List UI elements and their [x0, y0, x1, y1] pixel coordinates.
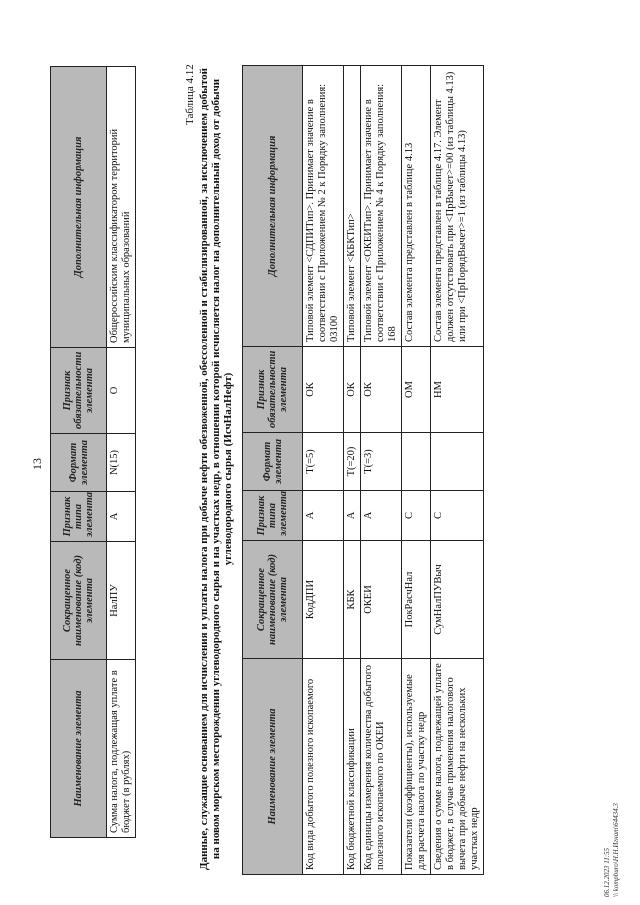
- table-4-12: [242, 65, 484, 875]
- cell-code: ОКЕИ: [361, 541, 402, 659]
- col-header-info: Дополнительная информация: [51, 67, 107, 348]
- cell-format: Т(=3): [361, 433, 402, 491]
- col-header-code: Сокращенное наименование (код) элемента: [51, 542, 107, 660]
- table-row: [303, 66, 344, 875]
- col-header-info: Дополнительная информация: [243, 66, 303, 347]
- cell-code: КБК: [344, 541, 361, 659]
- cell-format: [431, 433, 484, 491]
- col-header-name: Наименование элемента: [51, 660, 107, 838]
- cell-required: ОМ: [402, 347, 431, 433]
- table-heading: Данные, служащие основанием для исчисления и уплаты налога при добыче нефти обезвоженной, обессоленной и стабилизированной, за исключением добытой на новом морском месторождении углеводородного сырья и на участках недр, в отношении которой исчисляется налог на дополнительный доход от добычи углеводородного сырья (ИсчНалНефт): [198, 68, 234, 870]
- cell-type: С: [431, 491, 484, 541]
- cell-info: Типовой элемент <ОКЕИТип>. Принимает значение в соответствии с Приложением № 4 к Порядку заполнения: 168: [361, 66, 402, 347]
- table-row: [402, 66, 431, 875]
- cell-required: НМ: [431, 347, 484, 433]
- table-row: [431, 66, 484, 875]
- cell-code: НалПУ: [107, 542, 136, 660]
- cell-type: С: [402, 491, 431, 541]
- cell-info: Состав элемента представлен в таблице 4.17. Элемент должен отсутствовать при <ПрВычет>=00 (из таблицы 4.13) или при <ПрПорядВычет>=1 (из таблицы 4.13): [431, 66, 484, 347]
- cell-info: Общероссийским классификатором территорий муниципальных образований: [107, 67, 136, 348]
- cell-format: N(15): [107, 434, 136, 492]
- cell-required: ОК: [361, 347, 402, 433]
- table-row: [344, 66, 361, 875]
- cell-format: Т(=5): [303, 433, 344, 491]
- table-row: [361, 66, 402, 875]
- col-header-format: Формат элемента: [51, 434, 107, 492]
- cell-info: Состав элемента представлен в таблице 4.13: [402, 66, 431, 347]
- table-4-11-continuation: [50, 66, 136, 838]
- cell-code: ПокРасчНал: [402, 541, 431, 659]
- col-header-required: Признак обязательности элемента: [51, 348, 107, 434]
- cell-format: [402, 433, 431, 491]
- cell-required: О: [107, 348, 136, 434]
- cell-info: Типовой элемент <КБКТип>: [344, 66, 361, 347]
- footer-timestamp: 06.12.2023 11:55: [603, 847, 611, 897]
- table-header-row: [243, 66, 303, 875]
- cell-name: Сведения о сумме налога, подлежащей уплате в бюджет, в случае применения налогового вычета при добыче нефти на нескольких участках недр: [431, 659, 484, 875]
- col-header-format: Формат элемента: [243, 433, 303, 491]
- col-header-type: Признак типа элемента: [243, 491, 303, 541]
- cell-name: Код вида добытого полезного ископаемого: [303, 659, 344, 875]
- cell-name: Код бюджетной классификации: [344, 659, 361, 875]
- cell-type: А: [303, 491, 344, 541]
- cell-type: А: [361, 491, 402, 541]
- cell-format: Т(=20): [344, 433, 361, 491]
- table-row: [107, 67, 136, 838]
- cell-type: А: [344, 491, 361, 541]
- footer-stamp: [603, 803, 621, 897]
- col-header-code: Сокращенное наименование (код) элемента: [243, 541, 303, 659]
- cell-name: Код единицы измерения количества добытого полезного ископаемого по ОКЕИ: [361, 659, 402, 875]
- cell-name: Сумма налога, подлежащая уплате в бюджет (в рублях): [107, 660, 136, 838]
- cell-code: СумНалПУВыч: [431, 541, 484, 659]
- cell-code: КодДПИ: [303, 541, 344, 659]
- footer-doc-id: \\ kompburo\Н.Н.Игнат\64434.3: [612, 803, 620, 897]
- col-header-required: Признак обязательности элемента: [243, 347, 303, 433]
- cell-name: Показатели (коэффициенты), используемые для расчета налога по участку недр: [402, 659, 431, 875]
- cell-type: А: [107, 492, 136, 542]
- page-number: 13: [30, 458, 44, 470]
- table-header-row: [51, 67, 107, 838]
- cell-required: ОК: [344, 347, 361, 433]
- cell-required: ОК: [303, 347, 344, 433]
- col-header-name: Наименование элемента: [243, 659, 303, 875]
- col-header-type: Признак типа элемента: [51, 492, 107, 542]
- cell-info: Типовой элемент <СДПИТип>. Принимает значение в соответствии с Приложением № 2 к Порядку заполнения: 03100: [303, 66, 344, 347]
- table-label: Таблица 4.12: [184, 64, 196, 125]
